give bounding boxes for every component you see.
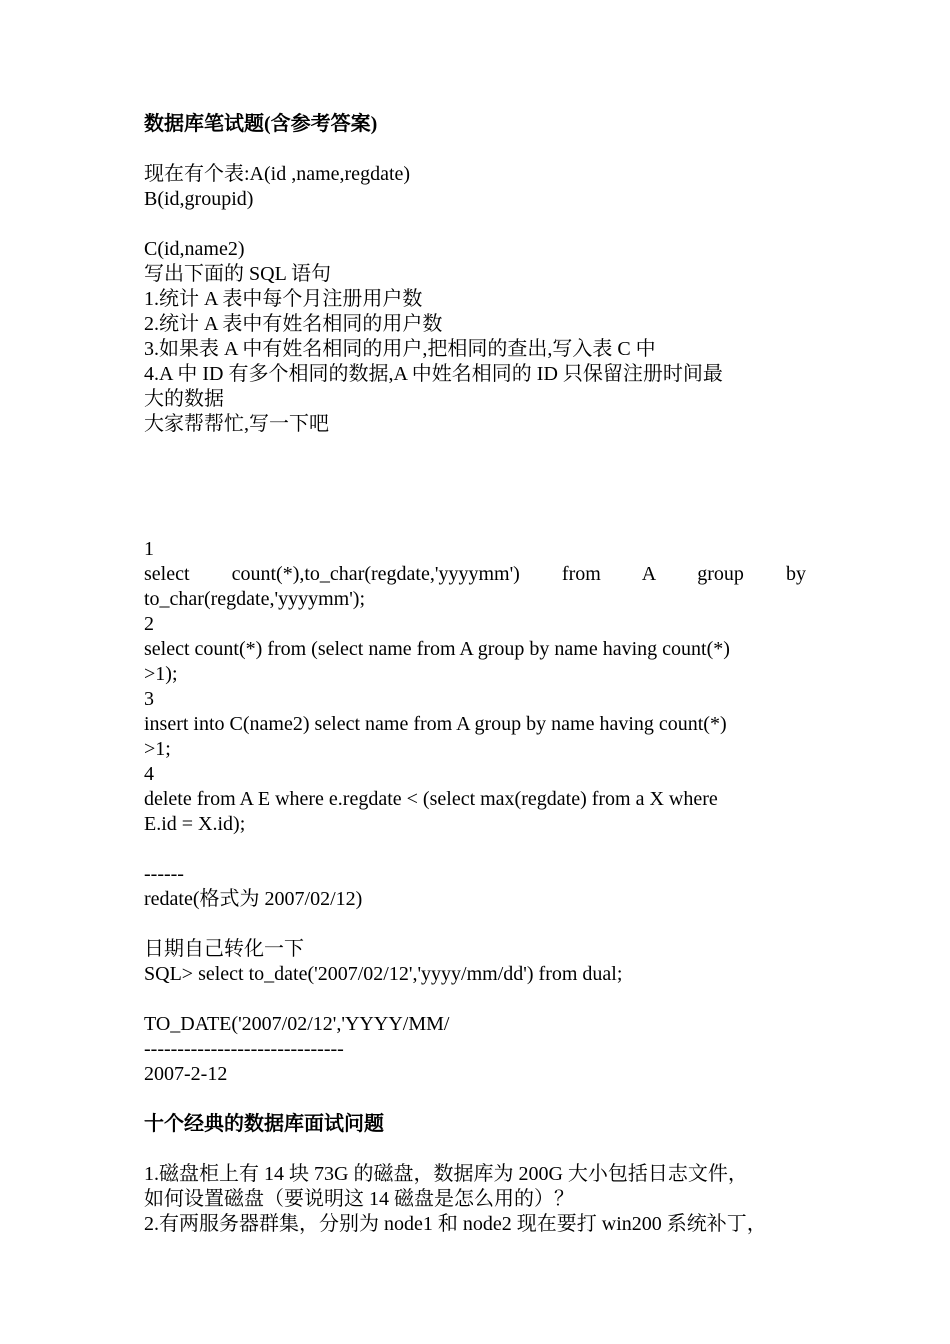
interview-question-line: 2.有两服务器群集，分别为 node1 和 node2 现在要打 win200 系统补丁， (144, 1213, 767, 1235)
question-line: 4.A 中 ID 有多个相同的数据,A 中姓名相同的 ID 只保留注册时间最 (144, 363, 723, 385)
spacer (144, 987, 806, 1012)
spacer (144, 137, 806, 162)
section1-title: 数据库笔试题(含参考答案) (144, 113, 378, 135)
section2-title: 十个经典的数据库面试问题 (144, 1113, 384, 1135)
result-rule: ------------------------------ (144, 1038, 344, 1060)
document-page (144, 112, 806, 1237)
question-line: 2.统计 A 表中有姓名相同的用户数 (144, 313, 443, 335)
question-line: 1.统计 A 表中每个月注册用户数 (144, 288, 423, 310)
answer-number: 4 (144, 763, 154, 785)
convert-hint: 日期自己转化一下 (144, 938, 304, 960)
spacer (144, 487, 806, 512)
answer-sql-line: select count(*) from (select name from A group by name having count(*) (144, 638, 730, 660)
spacer (144, 437, 806, 462)
question-line: 大的数据 (144, 388, 224, 410)
answer-number: 2 (144, 613, 154, 635)
separator: ------ (144, 863, 184, 885)
result-value: 2007-2-12 (144, 1063, 228, 1085)
redate-note: redate(格式为 2007/02/12) (144, 888, 363, 910)
answer-sql-line: insert into C(name2) select name from A group by name having count(*) (144, 713, 727, 735)
spacer (144, 1087, 806, 1112)
spacer (144, 512, 806, 537)
sql-example: SQL> select to_date('2007/02/12','yyyy/mm/dd') from dual; (144, 963, 623, 985)
answer-sql-line: >1); (144, 663, 178, 685)
answer-sql-line: E.id = X.id); (144, 813, 246, 835)
result-header: TO_DATE('2007/02/12','YYYY/MM/ (144, 1013, 450, 1035)
question-line: 现在有个表:A(id ,name,regdate) (144, 163, 411, 185)
spacer (144, 837, 806, 862)
spacer (144, 462, 806, 487)
spacer (144, 912, 806, 937)
question-line: 写出下面的 SQL 语句 (144, 263, 332, 285)
question-line: B(id,groupid) (144, 188, 254, 210)
spacer (144, 1137, 806, 1162)
spacer (144, 212, 806, 237)
answer-sql-line: delete from A E where e.regdate < (select max(regdate) from a X where (144, 788, 718, 810)
question-line: 大家帮帮忙,写一下吧 (144, 413, 329, 435)
answer-number: 3 (144, 688, 154, 710)
answer-sql-line: >1; (144, 738, 171, 760)
answer-number: 1 (144, 538, 154, 560)
question-line: 3.如果表 A 中有姓名相同的用户,把相同的查出,写入表 C 中 (144, 338, 656, 360)
interview-question-line: 如何设置磁盘（要说明这 14 磁盘是怎么用的）？ (144, 1188, 574, 1210)
interview-question-line: 1.磁盘柜上有 14 块 73G 的磁盘，数据库为 200G 大小包括日志文件， (144, 1163, 748, 1185)
question-line: C(id,name2) (144, 238, 245, 260)
answer-sql-line: to_char(regdate,'yyyymm'); (144, 588, 366, 610)
answer-sql-line: select count(*),to_char(regdate,'yyyymm') from A group by (144, 563, 806, 585)
